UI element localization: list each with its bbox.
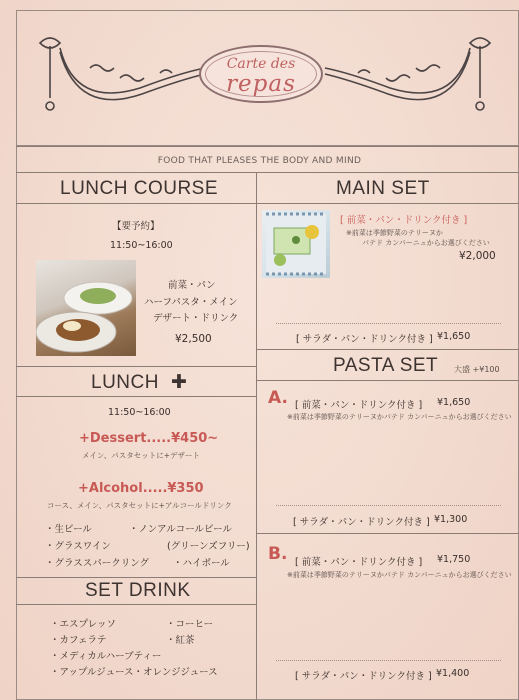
lunch-course-rule	[16, 203, 256, 204]
set-drink-left-2: ・カフェラテ	[50, 635, 107, 646]
lunch-course-price: ¥2,500	[175, 333, 212, 345]
pasta-a-dotted-rule	[276, 505, 501, 506]
reservation-note: 【要予約】	[112, 221, 160, 232]
pasta-a-label: [ 前菜・パン・ドリンク付き ]	[295, 400, 423, 411]
main-set-rule	[256, 203, 519, 204]
tagline-bottom-rule	[16, 172, 519, 173]
set-drink-rule	[16, 604, 256, 605]
logo-line-1: Carte des	[226, 56, 296, 72]
lunch-plus-title: LUNCH	[91, 372, 159, 393]
main-set-title: MAIN SET	[336, 178, 430, 199]
lunch-plus-hours: 11:50~16:00	[108, 407, 171, 418]
tagline-top-rule	[16, 146, 519, 147]
main-set-option2-price: ¥1,650	[437, 331, 471, 342]
dessert-addon: +Dessert.....¥450~	[79, 431, 219, 446]
pasta-a-alt-label: [ サラダ・パン・ドリンク付き ]	[293, 517, 430, 528]
main-set-option1-label: [ 前菜・パン・ドリンク付き ]	[340, 215, 468, 226]
lunch-course-item-2: ハーフパスタ・メイン	[144, 297, 238, 308]
tagline: FOOD THAT PLEASES THE BODY AND MIND	[157, 156, 362, 166]
lunch-course-photo	[36, 260, 136, 356]
pasta-b-alt-price: ¥1,400	[436, 668, 470, 679]
main-set-photo	[262, 210, 330, 278]
pasta-b-alt-label: [ サラダ・パン・ドリンク付き ]	[295, 671, 432, 682]
logo-line-2: repas	[226, 71, 296, 97]
drink-right-3: ・ハイボール	[173, 558, 230, 569]
main-set-option1-price: ¥2,000	[459, 250, 496, 262]
pasta-b-price: ¥1,750	[437, 554, 471, 565]
lunch-plus-top-rule	[16, 366, 256, 367]
lunch-course-hours: 11:50~16:00	[110, 240, 173, 251]
pasta-large-note: 大盛 +¥100	[454, 365, 500, 374]
pasta-b-label: [ 前菜・パン・ドリンク付き ]	[295, 557, 423, 568]
pasta-b-dotted-rule	[276, 660, 501, 661]
pasta-b-marker: B.	[268, 544, 288, 564]
pasta-a-note: ※前菜は季節野菜のテリーヌかパテド カンパーニュからお選びください	[287, 413, 512, 421]
alcohol-note: コース、メイン、パスタセットに+アルコールドリンク	[47, 501, 232, 510]
set-drink-right-1: ・コーヒー	[166, 619, 214, 630]
pasta-a-alt-price: ¥1,300	[434, 514, 468, 525]
lunch-course-item-3: デザート・ドリンク	[153, 313, 239, 324]
set-drink-left-1: ・エスプレッソ	[50, 619, 117, 630]
pasta-a-marker: A.	[268, 388, 288, 408]
main-set-option2-label: [ サラダ・パン・ドリンク付き ]	[296, 334, 433, 345]
set-drink-title: SET DRINK	[85, 580, 191, 601]
pasta-set-top-rule	[256, 349, 519, 350]
main-set-option1-note2: パテド カンパーニュからお選びください	[362, 239, 490, 247]
lunch-plus-rule	[16, 396, 256, 397]
plus-icon: ✚	[171, 372, 188, 393]
logo	[199, 45, 323, 103]
drink-right-2: (グリーンズフリー)	[167, 541, 250, 552]
main-set-option1-note1: ※前菜は季節野菜のテリーヌか	[346, 229, 443, 237]
drink-left-1: ・生ビール	[45, 524, 92, 535]
set-drink-left-4: ・アップルジュース・オレンジジュース	[50, 667, 218, 678]
set-drink-top-rule	[16, 577, 256, 578]
lunch-course-title: LUNCH COURSE	[60, 178, 219, 199]
pasta-b-note: ※前菜は季節野菜のテリーヌかパテド カンパーニュからお選びください	[287, 571, 512, 579]
pasta-a-price: ¥1,650	[437, 397, 471, 408]
lunch-course-item-1: 前菜・パン	[168, 280, 216, 291]
drink-left-2: ・グラスワイン	[45, 541, 111, 552]
drink-right-1: ・ノンアルコールビール	[129, 524, 232, 535]
main-set-dotted-rule	[276, 323, 501, 324]
set-drink-right-2: ・紅茶	[166, 635, 195, 646]
alcohol-addon: +Alcohol.....¥350	[78, 481, 204, 496]
pasta-set-rule	[256, 380, 519, 381]
pasta-set-title: PASTA SET	[333, 355, 439, 376]
set-drink-left-3: ・メディカルハーブティー	[50, 651, 162, 662]
center-divider	[256, 172, 257, 700]
drink-left-3: ・グラススパークリング	[45, 558, 150, 569]
dessert-note: メイン、パスタセットに+デザート	[82, 451, 201, 460]
pasta-b-top-rule	[256, 533, 519, 534]
